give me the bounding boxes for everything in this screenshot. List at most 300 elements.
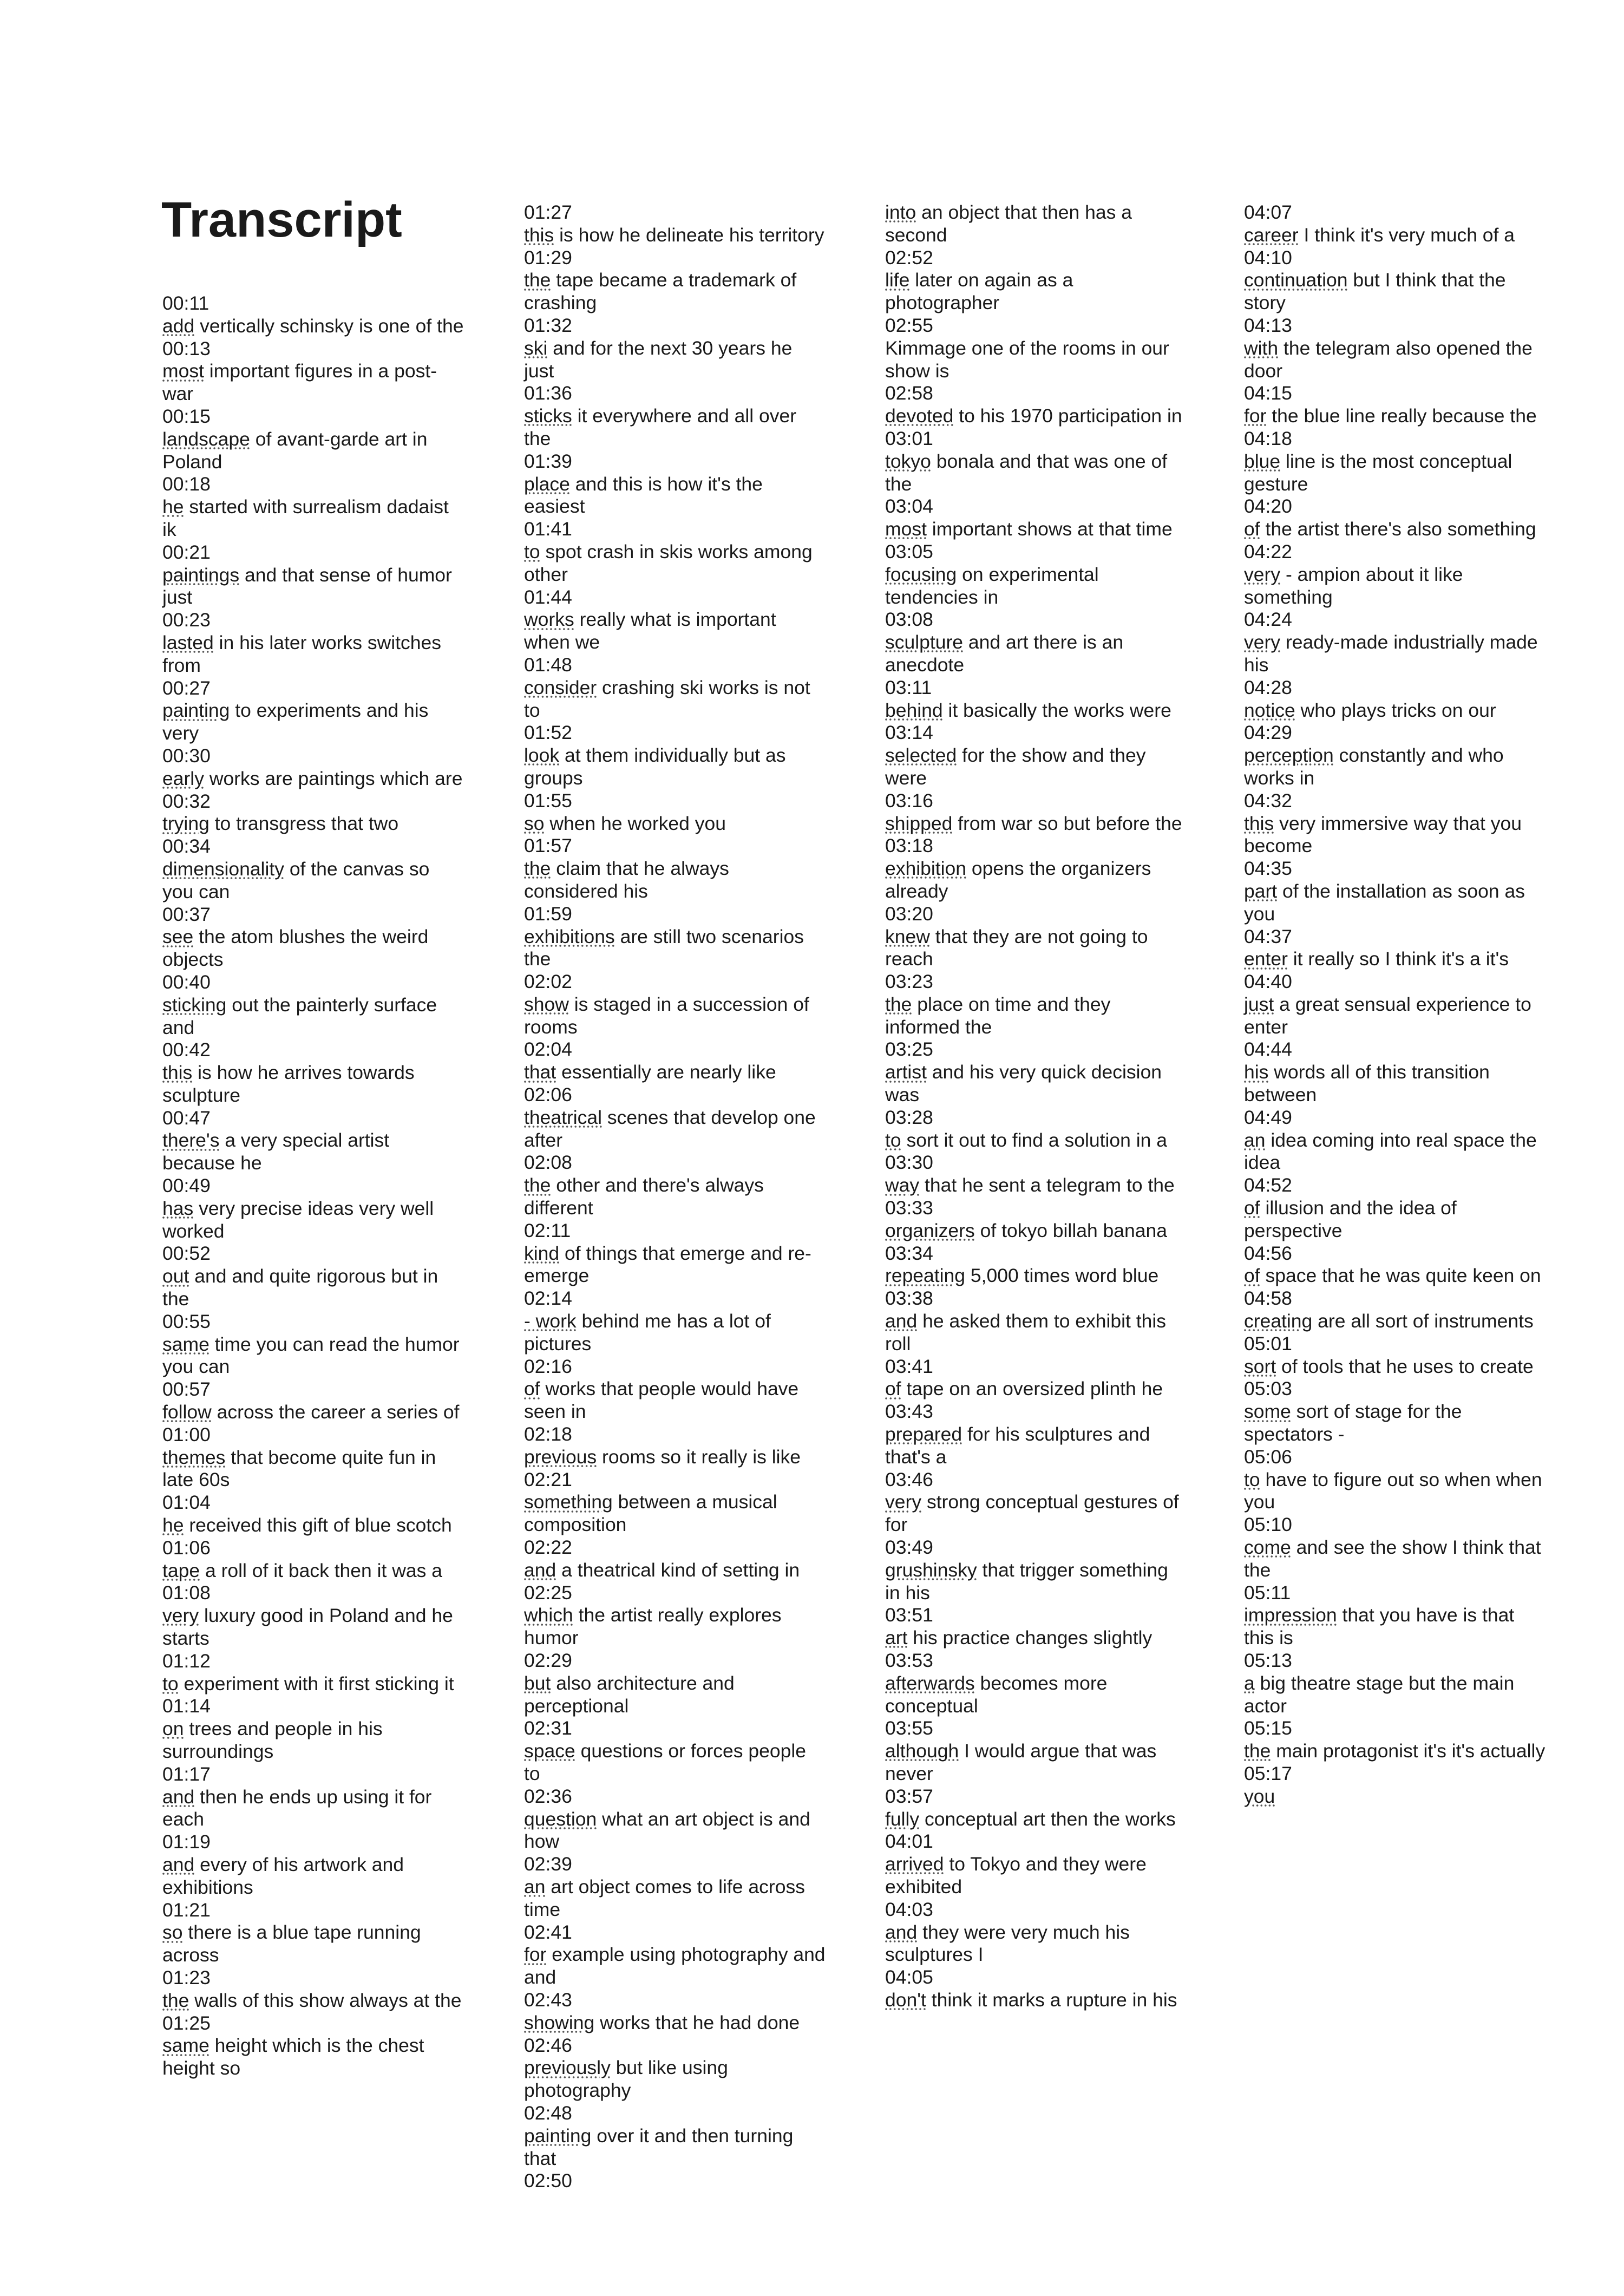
caption-rest: the telegram also opened the door [1244, 337, 1533, 382]
caption-rest: out the painterly surface and [162, 993, 437, 1038]
timestamp: 04:44 [1244, 1038, 1292, 1061]
transcript-entry [1244, 1287, 1547, 1333]
timestamp: 01:00 [162, 1423, 211, 1445]
caption-rest: across the career a series of [211, 1401, 460, 1423]
caption-first-word: come [1244, 1536, 1291, 1559]
caption-text [162, 1560, 466, 1582]
caption-first-word: don't [885, 1988, 926, 2011]
timestamp: 01:04 [162, 1492, 211, 1514]
caption-text [162, 564, 466, 610]
caption-text [1244, 1672, 1547, 1718]
caption-rest: of the installation as soon as you [1244, 880, 1525, 925]
caption-text [885, 699, 1188, 722]
transcript-entry [524, 1423, 827, 1469]
timestamp: 02:41 [524, 1921, 572, 1943]
caption-text [524, 1378, 827, 1423]
transcript-entry [1244, 609, 1547, 676]
transcript-entry [1244, 1107, 1547, 1174]
timestamp: 01:57 [524, 835, 572, 857]
caption-first-word: to [885, 1129, 901, 1151]
caption-rest: also architecture and perceptional [524, 1672, 735, 1717]
timestamp: 02:39 [524, 1853, 572, 1875]
transcript-entry [162, 1311, 466, 1378]
transcript-entry [162, 1378, 466, 1424]
transcript-entry [524, 1989, 827, 2035]
transcript-entry [1244, 1446, 1547, 1514]
transcript-entry [524, 1650, 827, 1717]
caption-first-word: selected [885, 744, 957, 767]
caption-rest: line is the most conceptual gesture [1244, 450, 1512, 495]
timestamp: 03:46 [885, 1468, 933, 1490]
caption-first-word: his [1244, 1061, 1269, 1083]
caption-first-word: to [524, 540, 540, 562]
caption-text [885, 1310, 1188, 1356]
timestamp: 02:29 [524, 1650, 572, 1671]
caption-first-word: show [524, 993, 569, 1015]
timestamp: 02:21 [524, 1468, 572, 1490]
caption-text [885, 1740, 1188, 1785]
caption-text [524, 269, 827, 315]
caption-rest: it basically the works were [942, 699, 1171, 721]
caption-text [524, 993, 827, 1039]
transcript-entry [1244, 382, 1547, 428]
caption-text [524, 609, 827, 654]
transcript-entry [1244, 858, 1547, 925]
timestamp: 04:13 [1244, 314, 1292, 336]
timestamp: 01:29 [524, 246, 572, 269]
caption-first-word: tokyo [885, 450, 931, 472]
caption-first-word: previous [524, 1445, 597, 1468]
timestamp: 00:52 [162, 1242, 211, 1265]
timestamp: 01:23 [162, 1966, 211, 1988]
caption-first-word: a [1244, 1672, 1255, 1694]
caption-rest: space that he was quite keen on [1260, 1265, 1541, 1287]
transcript-entry [1244, 722, 1547, 789]
caption-first-word: tape [162, 1559, 200, 1581]
caption-text [1244, 1401, 1547, 1446]
timestamp: 05:15 [1244, 1717, 1292, 1739]
transcript-entry [1244, 790, 1547, 858]
caption-rest: and art there is an anecdote [885, 631, 1124, 676]
timestamp: 03:14 [885, 722, 933, 744]
caption-rest: over it and then turning that [524, 2124, 794, 2169]
transcript-entry [885, 722, 1188, 789]
caption-rest: a theatrical kind of setting in [556, 1559, 800, 1581]
caption-first-word: of [1244, 1265, 1260, 1287]
caption-text [524, 813, 827, 835]
transcript-column-2 [524, 201, 827, 2193]
caption-rest: time you can read the humor you can [162, 1333, 460, 1378]
caption-rest: of tools that he uses to create [1276, 1355, 1534, 1377]
caption-rest: to his 1970 participation in [953, 405, 1182, 427]
caption-rest: ready-made industrially made his [1244, 631, 1538, 676]
transcript-entry [524, 201, 827, 247]
transcript-entry [162, 1537, 466, 1582]
transcript-entry [524, 903, 827, 971]
caption-text [885, 201, 1188, 247]
caption-rest: works that people would have seen in [524, 1378, 799, 1423]
caption-rest: think it marks a rupture in his [926, 1988, 1177, 2011]
caption-first-word: and [162, 1853, 195, 1875]
timestamp: 00:32 [162, 790, 211, 812]
transcript-entry [885, 790, 1188, 835]
caption-text [524, 405, 827, 450]
timestamp: 03:25 [885, 1038, 933, 1061]
caption-text [885, 813, 1188, 835]
transcript-entry [524, 1084, 827, 1152]
transcript-entry [162, 473, 466, 541]
page-title: Transcript [161, 192, 402, 247]
timestamp: 02:22 [524, 1536, 572, 1559]
caption-first-word: of [1244, 1197, 1260, 1219]
timestamp: 03:01 [885, 427, 933, 449]
transcript-entry [162, 1582, 466, 1650]
timestamp: 00:47 [162, 1107, 211, 1129]
caption-rest: and see the show I think that the [1244, 1536, 1541, 1581]
caption-text [524, 1604, 827, 1650]
timestamp: 04:15 [1244, 382, 1292, 404]
transcript-entry [524, 586, 827, 654]
caption-first-word: sculpture [885, 631, 964, 653]
caption-text [524, 1876, 827, 1921]
caption-rest: then he ends up using it for each [162, 1785, 432, 1830]
timestamp: 04:10 [1244, 246, 1292, 269]
caption-text [162, 926, 466, 971]
timestamp: 01:48 [524, 653, 572, 676]
caption-first-word: just [1244, 993, 1274, 1015]
timestamp: 00:18 [162, 473, 211, 495]
transcript-entry [1244, 1038, 1547, 1106]
caption-first-word: very [885, 1491, 922, 1513]
caption-text [1244, 405, 1547, 428]
caption-text [1244, 699, 1547, 722]
transcript-entry [1244, 1174, 1547, 1242]
caption-first-word: exhibitions [524, 925, 615, 947]
caption-rest: essentially are nearly like [556, 1061, 776, 1083]
caption-first-word: the [524, 858, 551, 880]
caption-text [162, 1401, 466, 1424]
caption-rest: I think it's very much of a [1298, 224, 1515, 246]
caption-text [885, 1808, 1188, 1831]
caption-rest: there is a blue tape running across [162, 1921, 421, 1966]
timestamp: 00:55 [162, 1310, 211, 1332]
timestamp: 04:29 [1244, 722, 1292, 744]
timestamp: 04:07 [1244, 201, 1292, 223]
caption-first-word: see [162, 926, 194, 948]
transcript-entry [885, 971, 1188, 1038]
caption-rest: he asked them to exhibit this roll [885, 1310, 1167, 1355]
transcript-entry [1244, 971, 1547, 1038]
transcript-entry [524, 1356, 827, 1423]
timestamp: 00:57 [162, 1378, 211, 1401]
transcript-entry [162, 338, 466, 405]
caption-text [885, 744, 1188, 790]
transcript-entry [162, 1763, 466, 1831]
transcript-entry [885, 1830, 1188, 1898]
transcript-entry [885, 1966, 1188, 2012]
caption-text [162, 1718, 466, 1763]
caption-first-word: art [885, 1627, 908, 1649]
transcript-entry [162, 1492, 466, 1537]
timestamp: 03:33 [885, 1197, 933, 1219]
caption-text [162, 1786, 466, 1831]
transcript-entry [524, 1287, 827, 1355]
caption-first-word: to [162, 1672, 179, 1695]
caption-rest: his practice changes slightly [907, 1627, 1152, 1649]
transcript-entry [524, 2102, 827, 2170]
timestamp: 02:58 [885, 382, 933, 404]
transcript-entry [524, 247, 827, 315]
timestamp: 01:21 [162, 1899, 211, 1921]
caption-rest: tape became a trademark of crashing [524, 269, 797, 314]
caption-first-word: shipped [885, 812, 953, 834]
caption-first-word: most [162, 360, 204, 382]
transcript-entry [1244, 1582, 1547, 1650]
caption-rest: and and quite rigorous but in the [162, 1265, 438, 1310]
caption-rest: but like using photography [524, 2057, 728, 2102]
caption-text [1244, 1129, 1547, 1175]
caption-text [1244, 631, 1547, 677]
caption-first-word: of [885, 1378, 901, 1400]
timestamp: 03:38 [885, 1287, 933, 1310]
timestamp: 02:43 [524, 1988, 572, 2011]
caption-text [885, 1423, 1188, 1469]
caption-text [162, 994, 466, 1039]
transcript-entry [162, 677, 466, 745]
timestamp: 03:34 [885, 1242, 933, 1264]
timestamp: 00:13 [162, 337, 211, 359]
caption-first-word: this [524, 224, 554, 246]
caption-text [885, 1853, 1188, 1899]
caption-rest: important shows at that time [926, 518, 1173, 540]
caption-text [162, 428, 466, 474]
caption-first-word: themes [162, 1446, 226, 1468]
caption-first-word: something [524, 1491, 613, 1513]
caption-first-word: - work [524, 1310, 577, 1332]
caption-first-word: creating [1244, 1310, 1313, 1332]
caption-first-word: trying [162, 813, 209, 835]
transcript-entry [885, 609, 1188, 676]
caption-first-word: works [524, 609, 574, 631]
caption-text [885, 1559, 1188, 1605]
caption-rest: works that he had done [594, 2011, 800, 2033]
timestamp: 04:35 [1244, 858, 1292, 880]
caption-text [885, 1265, 1188, 1287]
caption-text [1244, 993, 1547, 1039]
caption-rest: to experiments and his very [162, 699, 429, 744]
transcript-entry [524, 1536, 827, 1582]
caption-text [524, 744, 827, 790]
caption-text [885, 631, 1188, 677]
caption-first-word: very [1244, 631, 1281, 653]
caption-text [885, 858, 1188, 903]
caption-first-word: lasted [162, 631, 214, 653]
caption-rest: that become quite fun in late 60s [162, 1446, 436, 1491]
caption-first-word: knew [885, 925, 930, 947]
timestamp: 03:08 [885, 609, 933, 631]
caption-first-word: there's [162, 1129, 220, 1152]
caption-text [162, 813, 466, 835]
transcript-column-3 [885, 201, 1188, 2012]
caption-rest: is staged in a succession of rooms [524, 993, 809, 1038]
caption-rest: example using photography and and [524, 1944, 826, 1988]
caption-rest: of things that emerge and re-emerge [524, 1242, 811, 1287]
caption-rest: at them individually but as groups [524, 744, 786, 789]
caption-rest: started with surrealism dadaist ik [162, 496, 449, 540]
timestamp: 01:55 [524, 789, 572, 812]
timestamp: 01:17 [162, 1763, 211, 1785]
caption-rest: on experimental tendencies in [885, 563, 1099, 608]
caption-rest: Kimmage one of the rooms in our show is [885, 337, 1169, 382]
caption-rest: claim that he always considered his [524, 858, 729, 902]
caption-rest: a very special artist because he [162, 1129, 390, 1174]
transcript-entry [885, 1785, 1188, 1831]
caption-rest: spot crash in skis works among other [524, 540, 813, 585]
transcript-entry [524, 1853, 827, 1921]
timestamp: 04:22 [1244, 540, 1292, 562]
caption-rest: big theatre stage but the main actor [1244, 1672, 1515, 1717]
timestamp: 00:21 [162, 541, 211, 563]
caption-text [524, 2012, 827, 2035]
caption-rest: becomes more conceptual [885, 1672, 1108, 1717]
timestamp: 03:49 [885, 1536, 933, 1559]
timestamp: 04:28 [1244, 676, 1292, 698]
caption-first-word: enter [1244, 948, 1288, 970]
caption-first-word: repeating [885, 1265, 966, 1287]
caption-first-word: for [524, 1944, 547, 1966]
timestamp: 04:01 [885, 1830, 933, 1853]
timestamp: 03:43 [885, 1401, 933, 1423]
transcript-entry [162, 2012, 466, 2080]
transcript-entry [524, 1220, 827, 1287]
transcript-entry [1244, 201, 1547, 247]
caption-text [1244, 880, 1547, 926]
caption-rest: constantly and who works in [1244, 744, 1504, 789]
timestamp: 03:05 [885, 540, 933, 562]
caption-first-word: very [162, 1605, 199, 1627]
caption-text [162, 1129, 466, 1175]
caption-rest: of tokyo billah banana [974, 1219, 1168, 1241]
caption-text [885, 1989, 1188, 2012]
transcript-entry [162, 1899, 466, 1967]
transcript-entry [1244, 495, 1547, 541]
caption-text [1244, 450, 1547, 496]
timestamp: 02:50 [524, 2170, 572, 2192]
transcript-entry [885, 1899, 1188, 1966]
transcript-entry [1244, 315, 1547, 382]
caption-first-word: part [1244, 880, 1278, 902]
caption-first-word: this [162, 1062, 193, 1084]
caption-text [524, 1107, 827, 1152]
transcript-entry [162, 1039, 466, 1107]
timestamp: 00:37 [162, 903, 211, 925]
caption-rest: to transgress that two [209, 813, 399, 835]
caption-first-word: organizers [885, 1219, 975, 1241]
caption-text [1244, 1740, 1547, 1763]
caption-rest: the atom blushes the weird objects [162, 926, 429, 971]
caption-text [162, 1062, 466, 1107]
caption-text [162, 632, 466, 677]
caption-text [162, 2035, 466, 2080]
timestamp: 01:25 [162, 2012, 211, 2034]
transcript-entry [1244, 1514, 1547, 1581]
transcript-entry [1244, 926, 1547, 971]
transcript-entry [162, 405, 466, 473]
caption-first-word: landscape [162, 428, 250, 450]
transcript-entry [885, 1650, 1188, 1717]
transcript-entry [524, 315, 827, 382]
timestamp: 01:36 [524, 382, 572, 404]
caption-rest: and that sense of humor just [162, 564, 452, 609]
caption-first-word: out [162, 1265, 189, 1287]
caption-rest: for his sculptures and that's a [885, 1423, 1150, 1468]
caption-text [162, 315, 466, 338]
transcript-entry [524, 722, 827, 789]
caption-first-word: look [524, 744, 560, 767]
caption-first-word: fully [885, 1808, 920, 1830]
caption-rest: 5,000 times word blue [965, 1265, 1159, 1287]
caption-text [885, 518, 1188, 541]
caption-rest: place on time and they informed the [885, 993, 1111, 1038]
caption-rest: important figures in a post-war [162, 360, 437, 405]
caption-first-word: painting [162, 699, 230, 722]
caption-rest: are still two scenarios the [524, 925, 804, 970]
timestamp: 04:52 [1244, 1174, 1292, 1196]
caption-text [885, 1491, 1188, 1536]
caption-first-word: notice [1244, 699, 1295, 721]
timestamp: 01:19 [162, 1831, 211, 1853]
caption-first-word: artist [885, 1061, 927, 1083]
transcript-entry [524, 1785, 827, 1853]
transcript-entry [885, 428, 1188, 495]
caption-text [162, 1921, 466, 1967]
transcript-entry [1244, 428, 1547, 495]
caption-text [524, 2057, 827, 2102]
caption-rest: strong conceptual gestures of for [885, 1491, 1179, 1536]
caption-rest: received this gift of blue scotch [184, 1514, 452, 1536]
caption-first-word: and [524, 1559, 556, 1581]
timestamp: 00:30 [162, 744, 211, 767]
transcript-entry [162, 1831, 466, 1899]
timestamp: 03:41 [885, 1355, 933, 1377]
timestamp: 02:48 [524, 2102, 572, 2124]
transcript-entry [524, 1582, 827, 1650]
caption-text [1244, 518, 1547, 541]
transcript-entry [885, 541, 1188, 609]
timestamp: 05:13 [1244, 1650, 1292, 1671]
caption-first-word: most [885, 518, 927, 540]
caption-text [524, 1944, 827, 1989]
timestamp: 02:06 [524, 1084, 572, 1106]
timestamp: 04:05 [885, 1966, 933, 1988]
transcript-entry [885, 903, 1188, 971]
transcript-entry [162, 609, 466, 677]
caption-text [885, 1921, 1188, 1967]
caption-text [1244, 564, 1547, 609]
caption-text [524, 1174, 827, 1220]
transcript-entry [885, 201, 1188, 247]
timestamp: 02:02 [524, 971, 572, 993]
caption-text [524, 1559, 827, 1582]
caption-rest: very immersive way that you become [1244, 812, 1522, 857]
timestamp: 03:16 [885, 789, 933, 812]
caption-text [162, 1447, 466, 1492]
timestamp: 02:55 [885, 314, 933, 336]
caption-first-word: painting [524, 2124, 592, 2147]
caption-text [1244, 269, 1547, 315]
timestamp: 02:14 [524, 1287, 572, 1310]
caption-first-word: the [885, 993, 912, 1015]
